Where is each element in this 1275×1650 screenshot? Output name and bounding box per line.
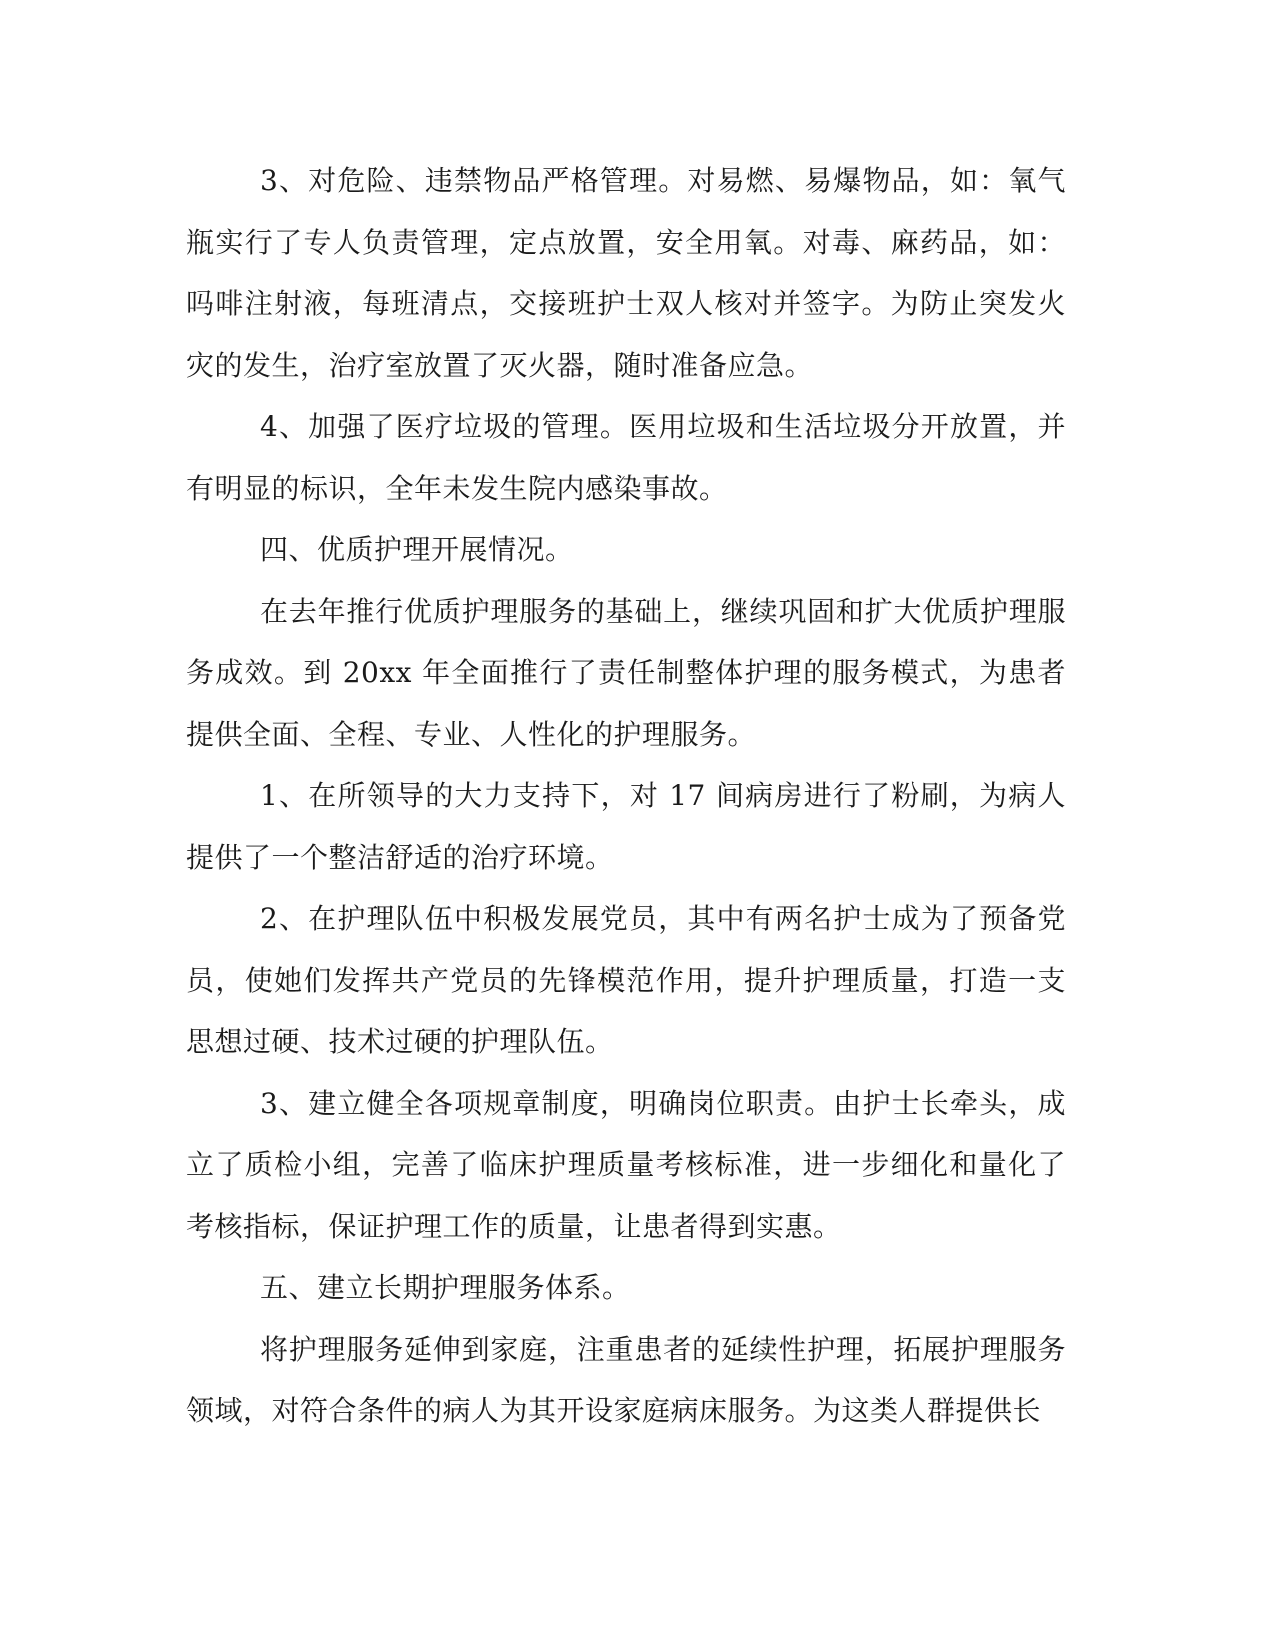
section-heading-quality-nursing: 四、优质护理开展情况。 <box>260 533 574 566</box>
paragraph-hazardous-materials: 3、对危险、违禁物品严格管理。对易燃、易爆物品，如：氧气瓶实行了专人负责管理，定点放置，安全用氧。对毒、麻药品，如：吗啡注射液，每班清点，交接班护士双人核对并签字。为防止突发火灾的发生，治疗室放置了灭火器，随时准备应急。 <box>186 164 1066 382</box>
section-heading-long-term-care: 五、建立长期护理服务体系。 <box>260 1271 631 1304</box>
paragraph-quality-nursing-intro: 在去年推行优质护理服务的基础上，继续巩固和扩大优质护理服务成效。到 20xx 年全面推行了责任制整体护理的服务模式，为患者提供全面、全程、专业、人性化的护理服务。 <box>186 594 1066 751</box>
paragraph-rules-and-duties: 3、建立健全各项规章制度，明确岗位职责。由护士长牵头，成立了质检小组，完善了临床护理质量考核标准，进一步细化和量化了考核指标，保证护理工作的质量，让患者得到实惠。 <box>186 1086 1066 1243</box>
paragraph-medical-waste: 4、加强了医疗垃圾的管理。医用垃圾和生活垃圾分开放置，并有明显的标识，全年未发生院内感染事故。 <box>186 410 1066 505</box>
paragraph-ward-renovation: 1、在所领导的大力支持下，对 17 间病房进行了粉刷，为病人提供了一个整洁舒适的治疗环境。 <box>186 779 1066 874</box>
paragraph-home-care: 将护理服务延伸到家庭，注重患者的延续性护理，拓展护理服务领域，对符合条件的病人为其开设家庭病床服务。为这类人群提供长 <box>186 1332 1066 1427</box>
paragraph-party-members: 2、在护理队伍中积极发展党员，其中有两名护士成为了预备党员，使她们发挥共产党员的先锋模范作用，提升护理质量，打造一支思想过硬、技术过硬的护理队伍。 <box>186 902 1066 1058</box>
document-body <box>186 150 1066 1442</box>
